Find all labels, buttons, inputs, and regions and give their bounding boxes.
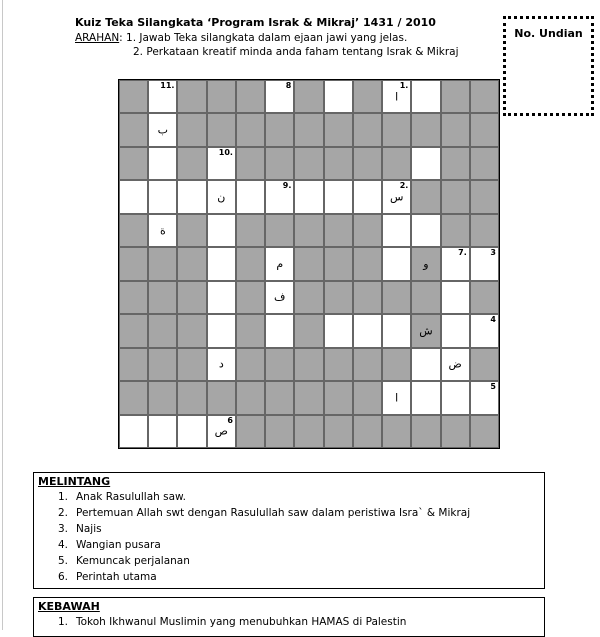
- crossword-cell[interactable]: [265, 247, 294, 280]
- crossword-cell-blocked: [294, 381, 323, 414]
- crossword-cell[interactable]: [148, 80, 177, 113]
- clue-item-text: Tokoh Ikhwanul Muslimin yang menubuhkan HAMAS di Palestin: [76, 616, 407, 628]
- crossword-cell[interactable]: [207, 314, 236, 347]
- crossword-cell[interactable]: [411, 214, 440, 247]
- crossword-cell-blocked: [236, 80, 265, 113]
- crossword-cell[interactable]: [177, 415, 206, 448]
- hint-letter: ن: [217, 190, 226, 204]
- crossword-cell-blocked: [119, 80, 148, 113]
- crossword-cell-blocked: [324, 281, 353, 314]
- crossword-cell-blocked: [265, 113, 294, 146]
- clue-number: 8: [285, 81, 292, 90]
- crossword-cell-blocked: [324, 415, 353, 448]
- crossword-cell-blocked: [294, 348, 323, 381]
- crossword-cell[interactable]: [441, 281, 470, 314]
- hint-letter: ف: [274, 290, 286, 304]
- crossword-cell-blocked: [470, 348, 499, 381]
- clue-number: 11.: [160, 81, 175, 90]
- crossword-cell-blocked: [441, 113, 470, 146]
- crossword-cell[interactable]: [324, 180, 353, 213]
- crossword-cell-blocked: [353, 214, 382, 247]
- draw-number-label: No. Undian: [514, 27, 583, 40]
- hint-letter: س: [389, 190, 404, 204]
- crossword-cell[interactable]: [119, 180, 148, 213]
- crossword-cell[interactable]: [148, 113, 177, 146]
- draw-number-box[interactable]: [503, 16, 594, 116]
- crossword-cell-blocked: [207, 381, 236, 414]
- crossword-cell-blocked: [441, 180, 470, 213]
- crossword-cell-blocked: [236, 247, 265, 280]
- crossword-cell-blocked: [294, 80, 323, 113]
- hint-letter: و: [423, 257, 429, 271]
- clue-number: 5: [490, 382, 496, 392]
- hint-letter: ش: [419, 324, 433, 338]
- crossword-cell-blocked: [177, 381, 206, 414]
- crossword-cell-blocked: [148, 247, 177, 280]
- clue-number: 4: [490, 315, 496, 325]
- crossword-cell-blocked: [177, 247, 206, 280]
- crossword-cell-blocked: [236, 147, 265, 180]
- hint-letter: ا: [395, 391, 399, 405]
- clue-item-text: Anak Rasulullah saw.: [76, 491, 187, 503]
- crossword-cell-blocked: [119, 214, 148, 247]
- crossword-cell-blocked: [265, 415, 294, 448]
- instruction-text-1: : 1. Jawab Teka silangkata dalam ejaan jawi yang jelas.: [119, 32, 408, 44]
- crossword-cell[interactable]: [294, 180, 323, 213]
- crossword-cell-blocked: [265, 348, 294, 381]
- clue-item-text: Pertemuan Allah swt dengan Rasulullah saw dalam peristiwa Isra` & Mikraj: [76, 507, 471, 519]
- crossword-cell-blocked: [441, 214, 470, 247]
- crossword-cell[interactable]: [119, 415, 148, 448]
- clue-item-text: Wangian pusara: [76, 539, 161, 551]
- crossword-cell[interactable]: [411, 348, 440, 381]
- clue-item: [58, 489, 470, 505]
- crossword-cell-blocked: [324, 348, 353, 381]
- crossword-cell[interactable]: [382, 80, 411, 113]
- clue-number: 2.: [399, 181, 409, 191]
- crossword-cell-blocked: [236, 381, 265, 414]
- clue-item-text: Kemuncak perjalanan: [76, 555, 190, 567]
- crossword-cell-blocked: [353, 381, 382, 414]
- crossword-cell[interactable]: [470, 314, 499, 347]
- crossword-cell-blocked: [324, 247, 353, 280]
- crossword-cell-blocked: [177, 314, 206, 347]
- crossword-cell-blocked: [294, 281, 323, 314]
- crossword-cell-blocked: [353, 147, 382, 180]
- crossword-cell-blocked: [353, 281, 382, 314]
- crossword-cell-blocked: [265, 214, 294, 247]
- crossword-cell[interactable]: [207, 348, 236, 381]
- crossword-cell-blocked: [441, 415, 470, 448]
- crossword-cell[interactable]: [207, 214, 236, 247]
- crossword-cell-blocked: [382, 147, 411, 180]
- crossword-cell-blocked: [148, 314, 177, 347]
- instruction-line-1: [75, 32, 407, 44]
- crossword-grid: [118, 79, 500, 449]
- crossword-cell-blocked: [470, 80, 499, 113]
- crossword-cell-blocked: [177, 281, 206, 314]
- crossword-cell[interactable]: [382, 214, 411, 247]
- down-heading: KEBAWAH: [38, 600, 100, 613]
- crossword-cell-blocked: [236, 415, 265, 448]
- crossword-cell[interactable]: [411, 80, 440, 113]
- down-clues-box: [33, 597, 545, 637]
- crossword-cell-blocked: [119, 147, 148, 180]
- crossword-cell-blocked: [119, 314, 148, 347]
- crossword-cell[interactable]: [236, 180, 265, 213]
- crossword-cell[interactable]: [441, 314, 470, 347]
- crossword-cell[interactable]: [265, 180, 294, 213]
- crossword-cell-blocked: [177, 147, 206, 180]
- crossword-cell[interactable]: [382, 180, 411, 213]
- crossword-cell[interactable]: [470, 247, 499, 280]
- crossword-cell-blocked: [411, 247, 440, 280]
- clue-number: 3: [490, 248, 496, 258]
- crossword-cell[interactable]: [148, 180, 177, 213]
- crossword-cell-blocked: [382, 281, 411, 314]
- crossword-cell[interactable]: [324, 314, 353, 347]
- clue-item-text: Perintah utama: [76, 571, 157, 583]
- crossword-cell[interactable]: [177, 180, 206, 213]
- crossword-cell-blocked: [294, 415, 323, 448]
- crossword-cell-blocked: [148, 281, 177, 314]
- crossword-cell[interactable]: [353, 314, 382, 347]
- hint-letter: ص: [214, 424, 228, 438]
- crossword-cell[interactable]: [265, 80, 294, 113]
- crossword-cell-blocked: [382, 415, 411, 448]
- crossword-cell[interactable]: [382, 247, 411, 280]
- crossword-cell-blocked: [470, 281, 499, 314]
- crossword-cell-blocked: [207, 80, 236, 113]
- crossword-cell-blocked: [353, 80, 382, 113]
- crossword-cell[interactable]: [324, 80, 353, 113]
- crossword-cell-blocked: [411, 180, 440, 213]
- hint-letter: د: [218, 357, 224, 371]
- down-clue-list: [58, 614, 406, 630]
- crossword-cell-blocked: [207, 113, 236, 146]
- crossword-cell-blocked: [177, 348, 206, 381]
- crossword-cell-blocked: [177, 80, 206, 113]
- hint-letter: م: [276, 257, 284, 271]
- crossword-cell-blocked: [470, 147, 499, 180]
- crossword-cell[interactable]: [441, 348, 470, 381]
- clue-number: 6: [227, 415, 233, 425]
- crossword-cell-blocked: [294, 113, 323, 146]
- clue-item-number: 1.: [58, 616, 69, 628]
- clue-number: 9.: [282, 181, 292, 191]
- crossword-cell-blocked: [236, 214, 265, 247]
- crossword-cell-blocked: [353, 113, 382, 146]
- crossword-cell-blocked: [470, 415, 499, 448]
- clue-number: 1.: [399, 81, 409, 90]
- crossword-cell-blocked: [324, 381, 353, 414]
- crossword-cell[interactable]: [265, 281, 294, 314]
- crossword-cell-blocked: [294, 214, 323, 247]
- crossword-cell-blocked: [382, 348, 411, 381]
- crossword-cell-blocked: [353, 247, 382, 280]
- crossword-cell[interactable]: [207, 247, 236, 280]
- clue-item-text: Najis: [76, 523, 102, 535]
- clue-item: [58, 505, 470, 521]
- crossword-cell-blocked: [177, 214, 206, 247]
- crossword-cell-blocked: [411, 415, 440, 448]
- crossword-cell-blocked: [236, 281, 265, 314]
- clue-number: 10.: [218, 147, 233, 157]
- crossword-cell-blocked: [353, 415, 382, 448]
- crossword-cell[interactable]: [148, 147, 177, 180]
- across-heading: MELINTANG: [38, 475, 111, 488]
- crossword-cell[interactable]: [382, 381, 411, 414]
- page-edge-line: [2, 0, 3, 630]
- crossword-cell-blocked: [324, 214, 353, 247]
- crossword-cell-blocked: [411, 113, 440, 146]
- crossword-cell-blocked: [119, 113, 148, 146]
- clue-item: [58, 614, 406, 630]
- clue-item-number: 2.: [58, 507, 69, 519]
- crossword-cell-blocked: [470, 180, 499, 213]
- crossword-cell[interactable]: [207, 415, 236, 448]
- crossword-cell-blocked: [411, 314, 440, 347]
- clue-item: [58, 537, 470, 553]
- crossword-cell-blocked: [265, 381, 294, 414]
- crossword-cell-blocked: [470, 214, 499, 247]
- clue-item: [58, 569, 470, 585]
- clue-item: [58, 553, 470, 569]
- clue-item-number: 6.: [58, 571, 69, 583]
- instruction-line-2: 2. Perkataan kreatif minda anda faham tentang Israk & Mikraj: [133, 46, 459, 58]
- crossword-cell-blocked: [294, 247, 323, 280]
- crossword-cell[interactable]: [207, 147, 236, 180]
- crossword-cell-blocked: [119, 381, 148, 414]
- across-clue-list: [58, 489, 470, 585]
- crossword-cell-blocked: [177, 113, 206, 146]
- crossword-cell[interactable]: [207, 281, 236, 314]
- instruction-label: ARAHAN: [75, 32, 120, 44]
- crossword-cell-blocked: [294, 314, 323, 347]
- crossword-cell-blocked: [324, 147, 353, 180]
- crossword-cell-blocked: [294, 147, 323, 180]
- crossword-cell-blocked: [236, 348, 265, 381]
- clue-item-number: 1.: [58, 491, 69, 503]
- hint-letter: ا: [395, 90, 399, 104]
- crossword-cell-blocked: [148, 348, 177, 381]
- crossword-cell-blocked: [119, 247, 148, 280]
- hint-letter: ة: [159, 224, 166, 238]
- crossword-cell-blocked: [236, 314, 265, 347]
- hint-letter: ب: [157, 123, 169, 137]
- crossword-cell-blocked: [236, 113, 265, 146]
- clue-item-number: 5.: [58, 555, 69, 567]
- crossword-cell-blocked: [119, 281, 148, 314]
- across-clues-box: [33, 472, 545, 589]
- crossword-cell[interactable]: [207, 180, 236, 213]
- crossword-cell[interactable]: [441, 381, 470, 414]
- crossword-cell-blocked: [411, 281, 440, 314]
- clue-item: [58, 521, 470, 537]
- crossword-cell-blocked: [324, 113, 353, 146]
- crossword-cell-blocked: [148, 381, 177, 414]
- crossword-cell-blocked: [382, 113, 411, 146]
- clue-item-number: 3.: [58, 523, 69, 535]
- crossword-cell-blocked: [470, 113, 499, 146]
- crossword-cell[interactable]: [411, 147, 440, 180]
- crossword-cell[interactable]: [382, 314, 411, 347]
- crossword-cell[interactable]: [470, 381, 499, 414]
- crossword-cell[interactable]: [148, 415, 177, 448]
- crossword-cell[interactable]: [411, 381, 440, 414]
- crossword-cell-blocked: [353, 348, 382, 381]
- crossword-cell[interactable]: [148, 214, 177, 247]
- crossword-cell[interactable]: [441, 247, 470, 280]
- crossword-cell-blocked: [441, 80, 470, 113]
- crossword-cell-blocked: [119, 348, 148, 381]
- crossword-cell-blocked: [265, 147, 294, 180]
- clue-number: 7.: [458, 248, 467, 258]
- crossword-cell-blocked: [441, 147, 470, 180]
- hint-letter: ض: [448, 357, 462, 371]
- clue-item-number: 4.: [58, 539, 69, 551]
- crossword-cell[interactable]: [265, 314, 294, 347]
- quiz-title: Kuiz Teka Silangkata ‘Program Israk & Mikraj’ 1431 / 2010: [75, 16, 436, 29]
- crossword-cell[interactable]: [353, 180, 382, 213]
